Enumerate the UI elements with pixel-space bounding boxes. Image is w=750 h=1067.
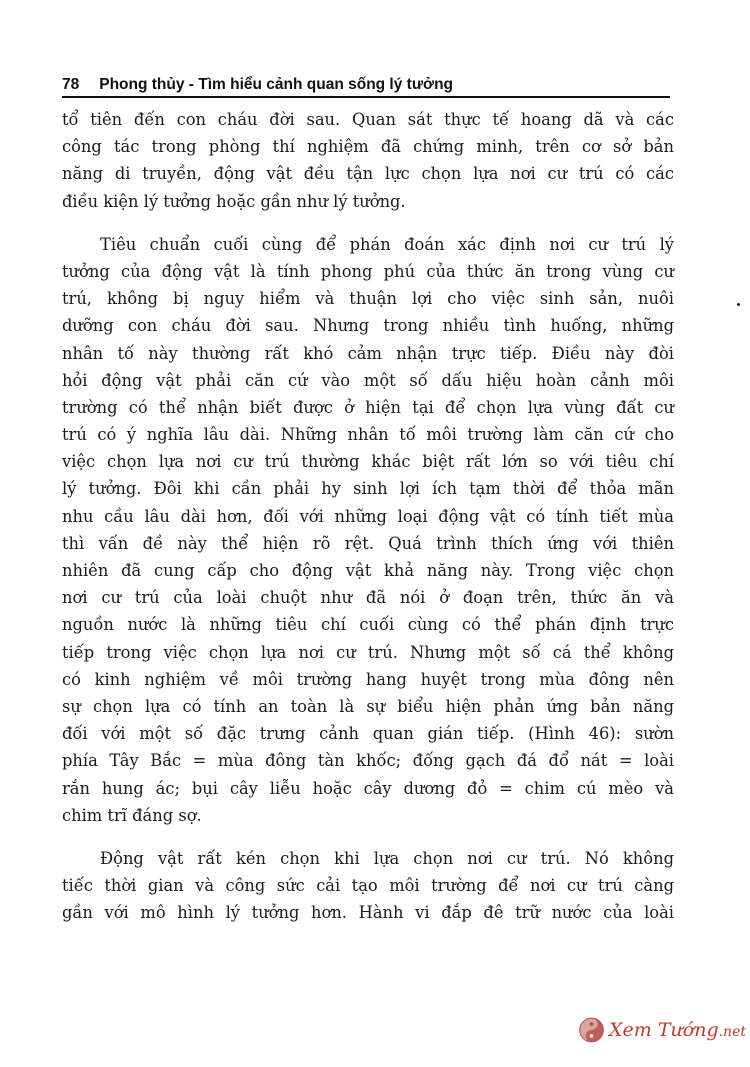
text-line: nhu cầu lâu dài hơn, đối với những loại động vật có tính tiết mùa (62, 506, 674, 526)
text-line: rắn hung ác; bụi cây liễu hoặc cây dương đỏ = chim cú mèo và (62, 778, 674, 798)
text-line: trường có thể nhận biết được ở hiện tại để chọn lựa vùng đất cư (62, 397, 674, 417)
page-number: 78 (62, 76, 80, 93)
header-rule (62, 96, 670, 98)
paragraph-gap (62, 215, 674, 231)
text-line: chim trĩ đáng sợ. (62, 805, 202, 825)
body-text (62, 106, 674, 926)
text-line: hỏi động vật phải căn cứ vào một số dấu hiệu hoàn cảnh môi (62, 370, 674, 390)
paragraph-gap (62, 829, 674, 845)
watermark-name: Xem Tướng (609, 1019, 719, 1041)
text-line: năng di truyền, động vật đều tận lực chọn lựa nơi cư trú có các (62, 164, 674, 184)
text-line: tổ tiên đến con cháu đời sau. Quan sát thực tế hoang dã và các (62, 110, 674, 129)
text-line: đối với một số đặc trưng cảnh quan gián tiếp. (Hình 46): sườn (62, 724, 674, 744)
text-line: tiếc thời gian và công sức cải tạo môi trường để nơi cư trú càng (62, 876, 674, 896)
paragraph-2 (62, 231, 674, 829)
text-line: lý tưởng. Đôi khi cần phải hy sinh lợi ích tạm thời để thỏa mãn (62, 479, 674, 499)
text-line: công tác trong phòng thí nghiệm đã chứng minh, trên cơ sở bản (62, 137, 674, 157)
text-line: gần với mô hình lý tưởng hơn. Hành vi đắp đê trữ nước của loài (62, 903, 674, 923)
text-line: có kinh nghiệm về môi trường hang huyệt trong mùa đông nên (62, 669, 674, 689)
text-line: Động vật rất kén chọn khi lựa chọn nơi cư trú. Nó không (100, 848, 674, 868)
paragraph-1 (62, 106, 674, 215)
text-line: tiếp trong việc chọn lựa nơi cư trú. Nhưng một số cá thể không (62, 642, 674, 662)
text-line: nơi cư trú của loài chuột như đã nói ở đoạn trên, thức ăn và (62, 588, 674, 608)
text-line: trú có ý nghĩa lâu dài. Những nhân tố môi trường làm căn cứ cho (62, 425, 674, 445)
text-line: nhiên đã cung cấp cho động vật khả năng này. Trong việc chọn (62, 561, 674, 580)
text-line: sự chọn lựa có tính an toàn là sự biểu hiện phản ứng bản năng (62, 696, 674, 716)
text-line: dưỡng con cháu đời sau. Nhưng trong nhiều tình huống, những (62, 316, 674, 336)
text-line: nhân tố này thường rất khó cảm nhận trực tiếp. Điều này đòi (62, 343, 674, 363)
yin-yang-icon (578, 1014, 605, 1046)
watermark-tld: .net (718, 1024, 746, 1040)
text-line: việc chọn lựa nơi cư trú thường khác biệt rất lớn so với tiêu chí (62, 452, 674, 472)
text-line: điều kiện lý tưởng hoặc gần như lý tưởng. (62, 191, 406, 211)
text-line: tưởng của động vật là tính phong phú của thức ăn trong vùng cư (62, 261, 674, 281)
book-title: Phong thủy - Tìm hiểu cảnh quan sống lý tưởng (99, 76, 454, 93)
scan-speck (737, 303, 740, 306)
paragraph-3 (62, 845, 674, 927)
running-header (62, 76, 670, 94)
watermark-text (609, 1019, 746, 1041)
watermark-logo (578, 1010, 746, 1050)
text-line: nguồn nước là những tiêu chí cuối cùng có thể phán định trực (62, 615, 674, 635)
text-line: Tiêu chuẩn cuối cùng để phán đoán xác định nơi cư trú lý (100, 234, 674, 254)
text-line: phía Tây Bắc = mùa đông tàn khốc; đống gạch đá đổ nát = loài (62, 751, 674, 771)
text-line: thì vấn đề này thể hiện rõ rệt. Quá trình thích ứng với thiên (62, 533, 674, 553)
text-line: trú, không bị nguy hiểm và thuận lợi cho việc sinh sản, nuôi (62, 289, 674, 309)
